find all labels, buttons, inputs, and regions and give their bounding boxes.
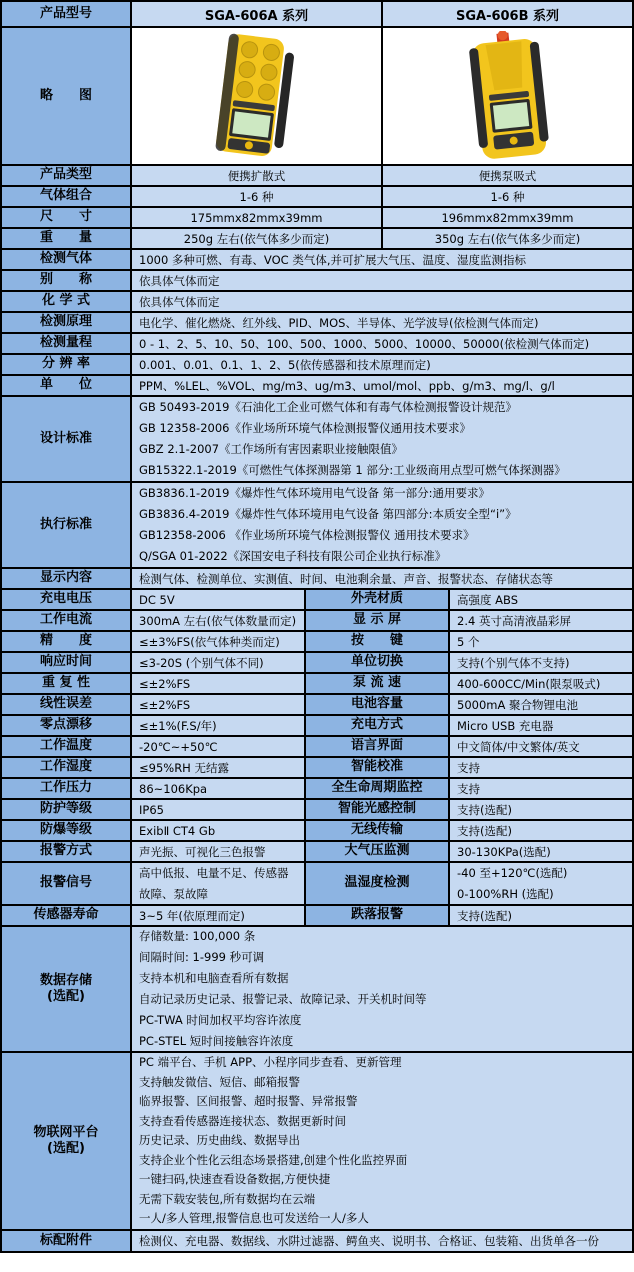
table-row <box>2 590 632 609</box>
row-label: 分 辨 率 <box>2 355 130 374</box>
row-value: ≤±2%FS <box>132 674 304 693</box>
standard-line: GB3836.4-2019《爆炸性气体环境用电气设备 第四部分:本质安全型“i”》 <box>139 507 517 521</box>
row-value: 支持 <box>450 779 632 798</box>
table-row <box>2 758 632 777</box>
pump-detector-image <box>433 31 583 161</box>
product-image-a <box>132 28 381 164</box>
row-label <box>2 927 130 1051</box>
table-row <box>2 906 632 925</box>
row-label: 报警信号 <box>2 863 130 904</box>
table-row <box>2 166 632 185</box>
row-value: Micro USB 充电器 <box>450 716 632 735</box>
standard-line: GB 12358-2006《作业场所环境气体检测报警仪通用技术要求》 <box>139 421 471 435</box>
row-value: 30-130KPa(选配) <box>450 842 632 861</box>
row-value: ≤±3%FS(依气体种类而定) <box>132 632 304 651</box>
row-label: 别 称 <box>2 271 130 290</box>
row-value: 0 - 1、2、5、10、50、100、500、1000、5000、10000、50000(依检测气体而定) <box>132 334 632 353</box>
row-value: 声光振、可视化三色报警 <box>132 842 304 861</box>
standard-line: GB15322.1-2019《可燃性气体探测器第 1 部分:工业级商用点型可燃气体探测器》 <box>139 463 566 477</box>
row-label: 传感器寿命 <box>2 906 130 925</box>
row-value: 3~5 年(依原理而定) <box>132 906 304 925</box>
row-label: 精 度 <box>2 632 130 651</box>
row-label: 按 键 <box>306 632 448 651</box>
sketch-row <box>2 28 632 164</box>
feature-line: PC 端平台、手机 APP、小程序同步查看、更新管理 <box>139 1055 402 1070</box>
table-row <box>2 800 632 819</box>
row-label: 无线传输 <box>306 821 448 840</box>
feature-line: 支持本机和电脑查看所有数据 <box>139 971 289 985</box>
accessories-row <box>2 1231 632 1251</box>
row-value: 依具体气体而定 <box>132 271 632 290</box>
row-label: 充电电压 <box>2 590 130 609</box>
value-a: 便携扩散式 <box>132 166 381 185</box>
model-b-title: SGA-606B 系列 <box>383 2 632 26</box>
standard-line: GB 50493-2019《石油化工企业可燃气体和有毒气体检测报警设计规范》 <box>139 400 517 414</box>
sketch-label: 略 图 <box>2 28 130 164</box>
table-row <box>2 313 632 332</box>
row-label: 尺 寸 <box>2 208 130 227</box>
row-value: 300mA 左右(依气体数量而定) <box>132 611 304 630</box>
value-a: 250g 左右(依气体多少而定) <box>132 229 381 248</box>
value-line: 0-100%RH (选配) <box>457 886 554 901</box>
table-row <box>2 355 632 374</box>
row-label: 零点漂移 <box>2 716 130 735</box>
header-row <box>2 2 632 26</box>
standard-line: GB12358-2006 《作业场所环境气体检测报警仪 通用技术要求》 <box>139 528 475 542</box>
row-label: 工作湿度 <box>2 758 130 777</box>
table-row <box>2 250 632 269</box>
row-value: 5000mA 聚合物锂电池 <box>450 695 632 714</box>
row-label: 执行标准 <box>2 483 130 567</box>
row-value: 0.001、0.01、0.1、1、2、5(依传感器和技术原理而定) <box>132 355 632 374</box>
row-value: -20℃~+50℃ <box>132 737 304 756</box>
row-value: 2.4 英寸高清液晶彩屏 <box>450 611 632 630</box>
iot-platform-row <box>2 1053 632 1229</box>
value-a: 175mmx82mmx39mm <box>132 208 381 227</box>
feature-line: 存储数量: 100,000 条 <box>139 929 256 943</box>
table-row <box>2 821 632 840</box>
row-label: 电池容量 <box>306 695 448 714</box>
row-label: 重 复 性 <box>2 674 130 693</box>
header-label: 产品型号 <box>2 2 130 26</box>
value-b: 便携泵吸式 <box>383 166 632 185</box>
table-row <box>2 187 632 206</box>
row-label: 产品类型 <box>2 166 130 185</box>
row-label: 大气压监测 <box>306 842 448 861</box>
table-row <box>2 569 632 588</box>
row-label: 报警方式 <box>2 842 130 861</box>
row-label: 显 示 屏 <box>306 611 448 630</box>
row-label: 工作压力 <box>2 779 130 798</box>
row-label: 单 位 <box>2 376 130 395</box>
row-label: 充电方式 <box>306 716 448 735</box>
feature-line: PC-TWA 时间加权平均容许浓度 <box>139 1013 302 1027</box>
alarm-signal-row <box>2 863 632 904</box>
value-b: 196mmx82mmx39mm <box>383 208 632 227</box>
table-row <box>2 229 632 248</box>
table-row <box>2 716 632 735</box>
row-label: 单位切换 <box>306 653 448 672</box>
row-value: 支持(选配) <box>450 800 632 819</box>
value-line: -40 至+120℃(选配) <box>457 865 568 880</box>
row-label: 语言界面 <box>306 737 448 756</box>
feature-line: 自动记录历史记录、报警记录、故障记录、开关机时间等 <box>139 992 427 1006</box>
feature-line: 临界报警、区间报警、超时报警、异常报警 <box>139 1094 358 1109</box>
table-row <box>2 208 632 227</box>
table-row <box>2 737 632 756</box>
value-line: 高中低报、电量不足、传感器 <box>139 865 289 880</box>
row-label: 跌落报警 <box>306 906 448 925</box>
value-b: 1-6 种 <box>383 187 632 206</box>
row-value: 5 个 <box>450 632 632 651</box>
row-value: DC 5V <box>132 590 304 609</box>
table-row <box>2 674 632 693</box>
row-label: 泵 流 速 <box>306 674 448 693</box>
data-storage-row <box>2 927 632 1051</box>
table-row <box>2 695 632 714</box>
feature-line: 历史记录、历史曲线、数据导出 <box>139 1133 300 1148</box>
feature-line: 支持企业个性化云组态场景搭建,创建个性化监控界面 <box>139 1152 408 1167</box>
row-label: 标配附件 <box>2 1231 130 1251</box>
row-label: 防爆等级 <box>2 821 130 840</box>
row-label: 外壳材质 <box>306 590 448 609</box>
feature-line: 间隔时间: 1-999 秒可调 <box>139 950 265 964</box>
feature-line: 一键扫码,快速查看设备数据,方便快捷 <box>139 1172 331 1187</box>
row-label: 工作电流 <box>2 611 130 630</box>
design-standards-row <box>2 397 632 481</box>
row-value: 中文简体/中文繁体/英文 <box>450 737 632 756</box>
table-row <box>2 376 632 395</box>
row-value: 86~106Kpa <box>132 779 304 798</box>
row-label: 气体组合 <box>2 187 130 206</box>
value-a: 1-6 种 <box>132 187 381 206</box>
table-row <box>2 779 632 798</box>
feature-line: 支持查看传感器连接状态、数据更新时间 <box>139 1113 346 1128</box>
label-line: 物联网平台 <box>33 1124 99 1140</box>
label-line: 数据存储 <box>39 972 92 988</box>
row-label: 检测量程 <box>2 334 130 353</box>
model-a-title: SGA-606A 系列 <box>132 2 381 26</box>
row-label: 防护等级 <box>2 800 130 819</box>
row-label: 工作温度 <box>2 737 130 756</box>
row-label: 显示内容 <box>2 569 130 588</box>
feature-line: 一人/多人管理,报警信息也可发送给一人/多人 <box>139 1211 369 1226</box>
row-value: 依具体气体而定 <box>132 292 632 311</box>
table-row <box>2 334 632 353</box>
standard-line: GB3836.1-2019《爆炸性气体环境用电气设备 第一部分:通用要求》 <box>139 486 490 500</box>
row-label: 全生命周期监控 <box>306 779 448 798</box>
feature-line: 无需下载安装包,所有数据均在云端 <box>139 1191 316 1206</box>
value-b: 350g 左右(依气体多少而定) <box>383 229 632 248</box>
row-value: ≤95%RH 无结露 <box>132 758 304 777</box>
row-label: 响应时间 <box>2 653 130 672</box>
row-value: ≤±2%FS <box>132 695 304 714</box>
table-row <box>2 653 632 672</box>
row-label: 检测原理 <box>2 313 130 332</box>
standard-line: GBZ 2.1-2007《工作场所有害因素职业接触限值》 <box>139 442 404 456</box>
design-standards-list <box>132 397 632 481</box>
data-storage-list <box>132 927 632 1051</box>
iot-feature-list <box>132 1053 632 1229</box>
table-row <box>2 611 632 630</box>
row-value: 支持 <box>450 758 632 777</box>
row-label: 线性误差 <box>2 695 130 714</box>
row-value: 电化学、催化燃烧、红外线、PID、MOS、半导体、光学波导(依检测气体而定) <box>132 313 632 332</box>
row-value: ≤±1%(F.S/年) <box>132 716 304 735</box>
alarm-signal-value <box>132 863 304 904</box>
row-label: 化 学 式 <box>2 292 130 311</box>
row-value: 高强度 ABS <box>450 590 632 609</box>
table-row <box>2 292 632 311</box>
row-label: 智能校准 <box>306 758 448 777</box>
row-label <box>2 1053 130 1229</box>
row-value: 支持(选配) <box>450 906 632 925</box>
row-value: 1000 多种可燃、有毒、VOC 类气体,并可扩展大气压、温度、湿度监测指标 <box>132 250 632 269</box>
feature-line: PC-STEL 短时间接触容许浓度 <box>139 1034 294 1048</box>
table-row <box>2 842 632 861</box>
table-row <box>2 271 632 290</box>
label-line: (选配) <box>47 1141 85 1156</box>
row-value: 支持(选配) <box>450 821 632 840</box>
diffusion-detector-image <box>182 31 332 161</box>
row-label: 智能光感控制 <box>306 800 448 819</box>
row-value: PPM、%LEL、%VOL、mg/m3、ug/m3、umol/mol、ppb、g/m3、mg/l、g/l <box>132 376 632 395</box>
row-label: 重 量 <box>2 229 130 248</box>
row-label: 温湿度检测 <box>306 863 448 904</box>
row-value: IP65 <box>132 800 304 819</box>
row-value: 检测气体、检测单位、实测值、时间、电池剩余量、声音、报警状态、存储状态等 <box>132 569 632 588</box>
standard-line: Q/SGA 01-2022《深国安电子科技有限公司企业执行标准》 <box>139 549 447 563</box>
product-image-b <box>383 28 632 164</box>
temp-humidity-value <box>450 863 632 904</box>
table-row <box>2 632 632 651</box>
row-value: 400-600CC/Min(限泵吸式) <box>450 674 632 693</box>
exec-standards-row <box>2 483 632 567</box>
row-value: ≤3-20S (个别气体不同) <box>132 653 304 672</box>
exec-standards-list <box>132 483 632 567</box>
row-value: 检测仪、充电器、数据线、水阱过滤器、鳄鱼夹、说明书、合格证、包装箱、出货单各一份 <box>132 1231 632 1251</box>
row-label: 检测气体 <box>2 250 130 269</box>
value-line: 故障、泵故障 <box>139 886 208 901</box>
row-value: 支持(个别气体不支持) <box>450 653 632 672</box>
row-label: 设计标准 <box>2 397 130 481</box>
row-value: ExibⅡ CT4 Gb <box>132 821 304 840</box>
feature-line: 支持触发微信、短信、邮箱报警 <box>139 1074 300 1089</box>
label-line: (选配) <box>47 989 85 1004</box>
